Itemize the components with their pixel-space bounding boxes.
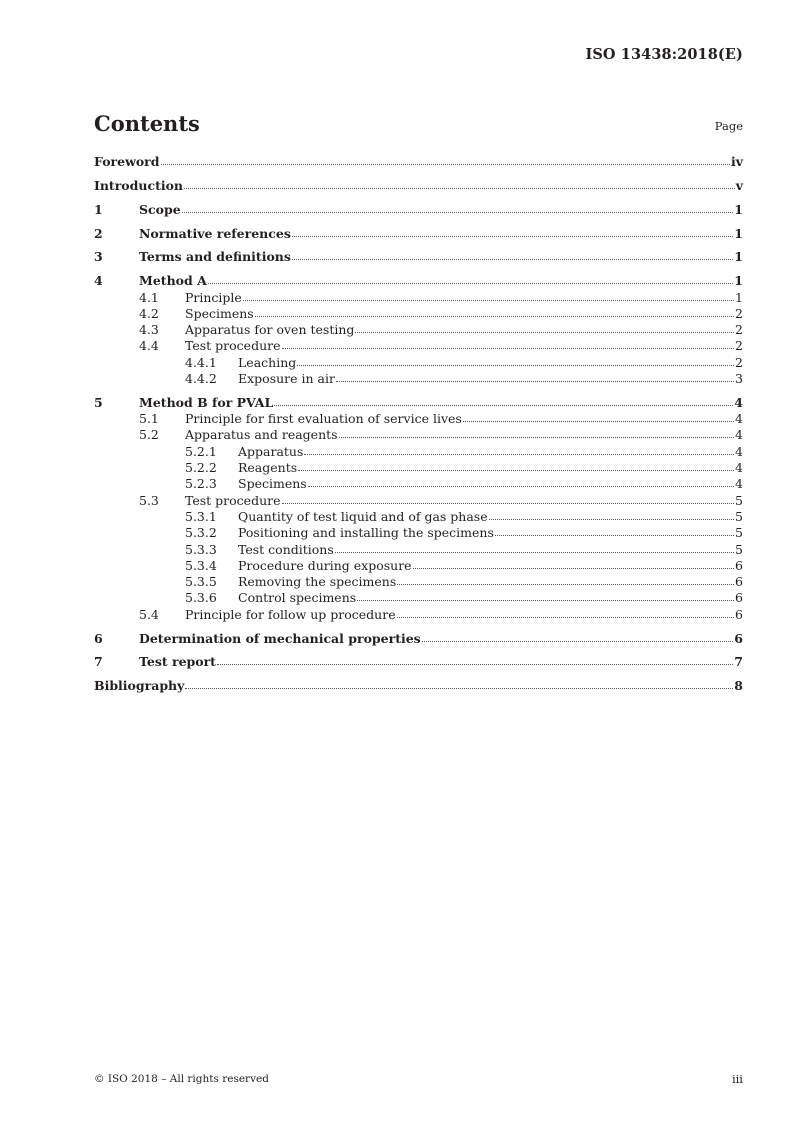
toc-entry[interactable] [94, 557, 743, 573]
toc-entry-label: Test report [139, 654, 216, 670]
toc-entry-page: 6 [735, 606, 743, 622]
toc-entry[interactable] [94, 201, 743, 217]
toc-entry[interactable] [94, 629, 743, 645]
toc-entry[interactable] [94, 524, 743, 540]
toc-leader-dots [304, 453, 734, 455]
toc-entry[interactable] [94, 508, 743, 524]
toc-entry-page: 1 [734, 201, 743, 217]
toc-entry[interactable] [94, 491, 743, 507]
toc-entry[interactable] [94, 337, 743, 353]
footer-page-number: iii [731, 1072, 743, 1086]
toc-entry-label: Normative references [139, 225, 291, 241]
toc-entry-page: 4 [734, 394, 743, 410]
toc-entry-page: 2 [735, 322, 743, 338]
toc-leader-dots [489, 518, 734, 520]
toc-entry-label: Principle [185, 289, 242, 305]
toc-entry-page: 4 [735, 427, 743, 443]
toc-entry-label: Principle for first evaluation of service lives [185, 411, 462, 427]
toc-leader-dots [308, 485, 734, 487]
toc-entry-page: 2 [735, 338, 743, 354]
toc-entry-page: 4 [735, 411, 743, 427]
toc-entry-label: Reagents [238, 460, 298, 476]
toc-entry-number: 5.2.1 [185, 443, 217, 459]
toc-leader-dots [463, 420, 734, 422]
toc-leader-dots [217, 663, 733, 665]
toc-entry[interactable] [94, 288, 743, 304]
toc-entry[interactable] [94, 410, 743, 426]
toc-entry-number: 3 [94, 249, 103, 265]
toc-entry-number: 4.4.1 [185, 354, 217, 370]
toc-entry[interactable] [94, 442, 743, 458]
toc-entry-label: Procedure during exposure [238, 557, 412, 573]
toc-entry[interactable] [94, 459, 743, 475]
toc-entry-label: Test procedure [185, 338, 281, 354]
toc-entry-page: 5 [735, 492, 743, 508]
toc-entry-label: Control specimens [238, 590, 357, 606]
toc-entry-number: 5.3.6 [185, 590, 217, 606]
toc-leader-dots [292, 235, 733, 237]
footer-copyright: © ISO 2018 – All rights reserved [94, 1073, 269, 1085]
toc-entry[interactable] [94, 394, 743, 410]
toc-entry-page: 6 [735, 590, 743, 606]
toc-entry-page: 1 [734, 273, 743, 289]
toc-entry-number: 5.2.3 [185, 476, 217, 492]
toc-leader-dots [335, 551, 734, 553]
toc-leader-dots [182, 211, 734, 213]
toc-entry-label: Specimens [185, 305, 254, 321]
toc-entry-number: 5.3.1 [185, 508, 217, 524]
toc-entry-number: 5 [94, 394, 103, 410]
toc-entry[interactable] [94, 353, 743, 369]
toc-entry-number: 5.2.2 [185, 460, 217, 476]
toc-entry-label: Apparatus [238, 443, 304, 459]
toc-entry-number: 5.1 [139, 411, 159, 427]
toc-leader-dots [297, 364, 734, 366]
toc-entry-number: 5.3.4 [185, 557, 217, 573]
toc-entry-page: 4 [735, 443, 743, 459]
toc-entry-label: Positioning and installing the specimens [238, 525, 494, 541]
toc-entry-page: 1 [734, 225, 743, 241]
toc-leader-dots [413, 567, 734, 569]
toc-entry-label: Quantity of test liquid and of gas phase [238, 508, 488, 524]
page-title: Contents [94, 111, 200, 136]
toc-leader-dots [422, 640, 734, 642]
toc-entry-label: Leaching [238, 354, 297, 370]
toc-entry-number: 5.3.2 [185, 525, 217, 541]
toc-leader-dots [282, 347, 735, 349]
toc-entry[interactable] [94, 224, 743, 240]
toc-entry-label: Scope [139, 201, 181, 217]
toc-entry-label: Apparatus and reagents [185, 427, 338, 443]
toc-entry-page: 4 [735, 460, 743, 476]
toc-entry-number: 5.4 [139, 606, 159, 622]
toc-entry-number: 4.1 [139, 289, 159, 305]
toc-entry-page: 6 [735, 557, 743, 573]
toc-entry-number: 1 [94, 201, 103, 217]
toc-leader-dots [298, 469, 734, 471]
toc-entry-page: 1 [734, 249, 743, 265]
toc-entry[interactable] [94, 272, 743, 288]
toc-leader-dots [336, 380, 734, 382]
toc-leader-dots [495, 534, 734, 536]
toc-entry-number: 4.4.2 [185, 371, 217, 387]
toc-entry[interactable] [94, 153, 743, 169]
toc-entry-number: 4.4 [139, 338, 159, 354]
toc-entry[interactable] [94, 605, 743, 621]
toc-entry-label: Test procedure [185, 492, 281, 508]
toc-entry-page: 6 [734, 630, 743, 646]
page-column-label: Page [714, 119, 743, 133]
toc-leader-dots [292, 258, 733, 260]
toc-entry-label: Method A [139, 273, 207, 289]
toc-entry-number: 4 [94, 273, 103, 289]
toc-entry[interactable] [94, 573, 743, 589]
toc-entry-number: 7 [94, 654, 103, 670]
toc-entry[interactable] [94, 370, 743, 386]
toc-entry-label: Determination of mechanical properties [139, 630, 421, 646]
toc-entry-number: 5.3 [139, 492, 159, 508]
toc-entry-number: 5.2 [139, 427, 159, 443]
toc-entry-label: Introduction [94, 178, 184, 194]
toc-leader-dots [282, 502, 735, 504]
toc-entry-page: 5 [735, 541, 743, 557]
toc-entry-page: 2 [735, 354, 743, 370]
toc-entry[interactable] [94, 589, 743, 605]
toc-entry[interactable] [94, 248, 743, 264]
toc-entry[interactable] [94, 653, 743, 669]
toc-entry-number: 6 [94, 630, 103, 646]
toc-entry-label: Bibliography [94, 678, 185, 694]
toc-entry-label: Test conditions [238, 541, 334, 557]
toc-leader-dots [161, 163, 730, 165]
toc-entry-label: Specimens [238, 476, 307, 492]
toc-entry[interactable] [94, 177, 743, 193]
toc-entry-page: 1 [735, 289, 743, 305]
toc-entry[interactable] [94, 321, 743, 337]
toc-entry-page: 7 [734, 654, 743, 670]
toc-entry-number: 5.3.5 [185, 574, 217, 590]
toc-leader-dots [185, 687, 733, 689]
toc-entry-number: 4.2 [139, 305, 159, 321]
document-id: ISO 13438:2018(E) [585, 46, 743, 63]
toc-entry-label: Foreword [94, 154, 160, 170]
toc-entry-label: Method B for PVAL [139, 394, 274, 410]
toc-entry-page: 5 [735, 525, 743, 541]
toc-entry-page: v [735, 178, 743, 194]
toc-leader-dots [208, 282, 734, 284]
toc-entry-number: 4.3 [139, 322, 159, 338]
toc-entry-page: 3 [735, 371, 743, 387]
toc-entry-page: 6 [735, 574, 743, 590]
toc-leader-dots [357, 599, 734, 601]
toc-entry[interactable] [94, 475, 743, 491]
toc-leader-dots [184, 187, 735, 189]
toc-entry-page: 4 [735, 476, 743, 492]
toc-leader-dots [274, 404, 733, 406]
toc-leader-dots [339, 436, 734, 438]
toc-leader-dots [243, 299, 734, 301]
toc-entry-page: 2 [735, 305, 743, 321]
toc-entry[interactable] [94, 305, 743, 321]
toc-entry-number: 5.3.3 [185, 541, 217, 557]
toc-entry-page: 8 [734, 678, 743, 694]
toc-leader-dots [397, 583, 734, 585]
toc-leader-dots [355, 331, 734, 333]
toc-entry[interactable] [94, 540, 743, 556]
toc-entry-number: 2 [94, 225, 103, 241]
toc-entry-label: Removing the specimens [238, 574, 397, 590]
toc-leader-dots [397, 616, 734, 618]
toc-entry-label: Exposure in air [238, 371, 335, 387]
toc-entry-page: iv [730, 154, 743, 170]
toc-entry-label: Terms and definitions [139, 249, 291, 265]
toc-entry-label: Principle for follow up procedure [185, 606, 396, 622]
toc-entry[interactable] [94, 426, 743, 442]
toc-entry-page: 5 [735, 508, 743, 524]
toc-entry-label: Apparatus for oven testing [185, 322, 355, 338]
toc-entry[interactable] [94, 677, 743, 693]
toc-leader-dots [255, 315, 734, 317]
table-of-contents [94, 153, 743, 693]
